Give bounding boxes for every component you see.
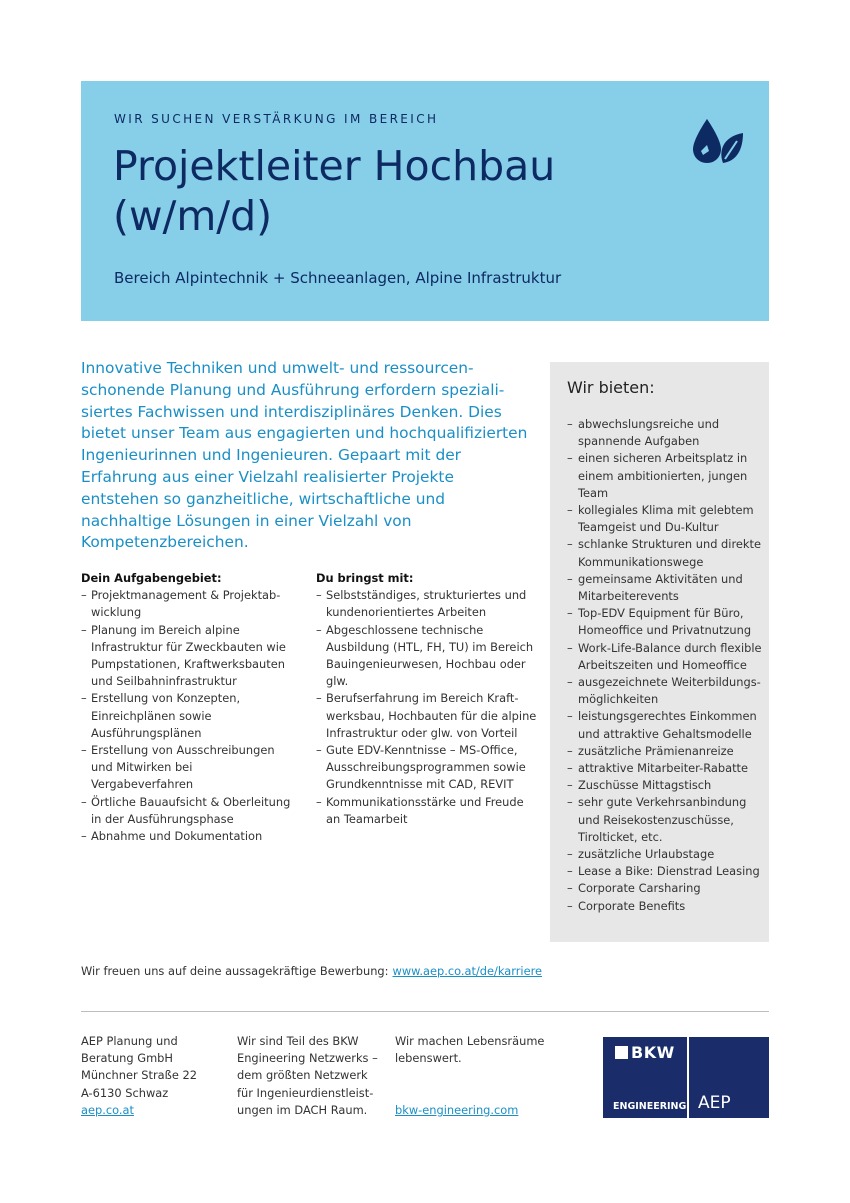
list-item: – Örtliche Bauaufsicht & Oberleitung in der Ausführungsphase: [81, 794, 293, 828]
bkw-logo-text: BKW: [631, 1043, 675, 1062]
address-line: Münchner Straße 22: [81, 1068, 197, 1083]
list-item: – Work-Life-Balance durch flexible Arbeitszeiten und Homeoffice: [567, 640, 763, 674]
list-item: – sehr gute Verkehrsanbindung und Reisekostenzuschüsse, Tirolticket, etc.: [567, 794, 763, 846]
list-item: – attraktive Mitarbeiter-Rabatte: [567, 760, 763, 777]
bkw-aep-logo: [603, 1037, 769, 1118]
list-item: – Erstellung von Konzepten, Einreichplänen sowie Ausführungsplänen: [81, 690, 293, 742]
company-address: [81, 1033, 211, 1119]
list-item: – Erstellung von Ausschreibungen und Mitwirken bei Vergabeverfahren: [81, 742, 293, 794]
list-item: – Corporate Benefits: [567, 898, 763, 915]
job-title: Projektleiter Hochbau (w/m/d): [113, 142, 556, 240]
list-item: – kollegiales Klima mit gelebtem Teamgeist und Du-Kultur: [567, 502, 763, 536]
offer-heading: Wir bieten:: [567, 378, 655, 397]
list-item: – ausgezeichnete Weiterbildungsmöglichkeiten: [567, 674, 763, 708]
list-item: – Abgeschlossene technische Ausbildung (HTL, FH, TU) im Bereich Bauingenieurwesen, Hochbau oder glw.: [316, 622, 538, 691]
offer-box: [550, 362, 769, 942]
list-item: – Abnahme und Dokumentation: [81, 828, 293, 845]
list-item: – Projektmanagement & Projektabwicklung: [81, 587, 293, 621]
job-subtitle: Bereich Alpintechnik + Schneeanlagen, Alpine Infrastruktur: [114, 269, 562, 287]
aep-logo-text: AEP: [698, 1093, 731, 1113]
list-item: – gemeinsame Aktivitäten und Mitarbeiterevents: [567, 571, 763, 605]
list-item: – leistungsgerechtes Einkommen und attraktive Gehaltsmodelle: [567, 708, 763, 742]
address-line: AEP Planung und: [81, 1034, 178, 1048]
list-item: – abwechslungsreiche und spannende Aufgaben: [567, 416, 763, 450]
claim-text: Wir machen Lebensräume lebenswert.: [395, 1034, 545, 1066]
list-item: – zusätzliche Prämienanreize: [567, 743, 763, 760]
address-line: A-6130 Schwaz: [81, 1085, 169, 1100]
list-item: – schlanke Strukturen und direkte Kommunikationswege: [567, 536, 763, 570]
skills-heading: Du bringst mit:: [316, 571, 414, 585]
header-banner: [81, 81, 769, 321]
header-kicker: WIR SUCHEN VERSTÄRKUNG IM BEREICH: [114, 112, 439, 126]
list-item: – zusätzliche Urlaubstage: [567, 846, 763, 863]
apply-text: Wir freuen uns auf deine aussagekräftige Bewerbung:: [81, 964, 389, 978]
skills-column: [316, 570, 538, 828]
offer-list: [567, 416, 763, 915]
list-item: – Gute EDV-Kenntnisse – MS-Office, Ausschreibungsprogrammen sowie Grundkenntnisse mit CAD, REVIT: [316, 742, 538, 794]
tasks-heading: Dein Aufgabengebiet:: [81, 571, 222, 585]
career-link[interactable]: www.aep.co.at/de/karriere: [392, 964, 543, 978]
list-item: – Top-EDV Equipment für Büro, Homeoffice und Privatnutzung: [567, 605, 763, 639]
skills-list: [316, 587, 538, 828]
address-line: Beratung GmbH: [81, 1051, 173, 1066]
engineering-logo-text: ENGINEERING: [613, 1101, 687, 1112]
network-text: Wir sind Teil des BKW Engineering Netzwerks – dem größten Netzwerk für Ingenieurdienstleistungen im DACH Raum.: [237, 1034, 378, 1117]
list-item: – Corporate Carsharing: [567, 880, 763, 897]
aep-logo-block: [689, 1037, 769, 1118]
bkw-square-icon: [615, 1046, 628, 1059]
tasks-column: [81, 570, 293, 845]
list-item: – Berufserfahrung im Bereich Kraftwerksbau, Hochbauten für die alpine Infrastruktur oder glw. von Vorteil: [316, 690, 538, 742]
bkw-logo-block: [603, 1037, 687, 1118]
list-item: – Planung im Bereich alpine Infrastruktur für Zweckbauten wie Pumpstationen, Kraftwerksbauten und Seilbahninfrastruktur: [81, 622, 293, 691]
apply-line: [81, 964, 542, 978]
divider: [81, 1011, 769, 1012]
network-link[interactable]: bkw-engineering.com: [395, 1103, 519, 1117]
list-item: – einen sicheren Arbeitsplatz in einem ambitionierten, jungen Team: [567, 450, 763, 502]
list-item: – Kommunikationsstärke und Freude an Teamarbeit: [316, 794, 538, 828]
company-link[interactable]: aep.co.at: [81, 1102, 134, 1117]
list-item: – Lease a Bike: Dienstrad Leasing: [567, 863, 763, 880]
water-drop-leaf-icon: [689, 113, 745, 169]
list-item: – Zuschüsse Mittagstisch: [567, 777, 763, 794]
tasks-list: [81, 587, 293, 845]
intro-text: Innovative Techniken und umwelt- und ressourcenschonende Planung und Ausführung erfordern spezialisiertes Fachwissen und interdisziplinäres Denken. Dies bietet unser Team aus engagierten und hochqualifizierten Ingenieurinnen und Ingenieuren. Gepaart mit der Erfahrung aus einer Vielzahl realisierter Projekte entstehen so ganzheitliche, wirtschaftliche und nachhaltige Lösungen in einer Vielzahl von Kompetenzbereichen.: [81, 359, 528, 552]
claim-block: [395, 1033, 555, 1117]
list-item: – Selbstständiges, strukturiertes und kundenorientiertes Arbeiten: [316, 587, 538, 621]
